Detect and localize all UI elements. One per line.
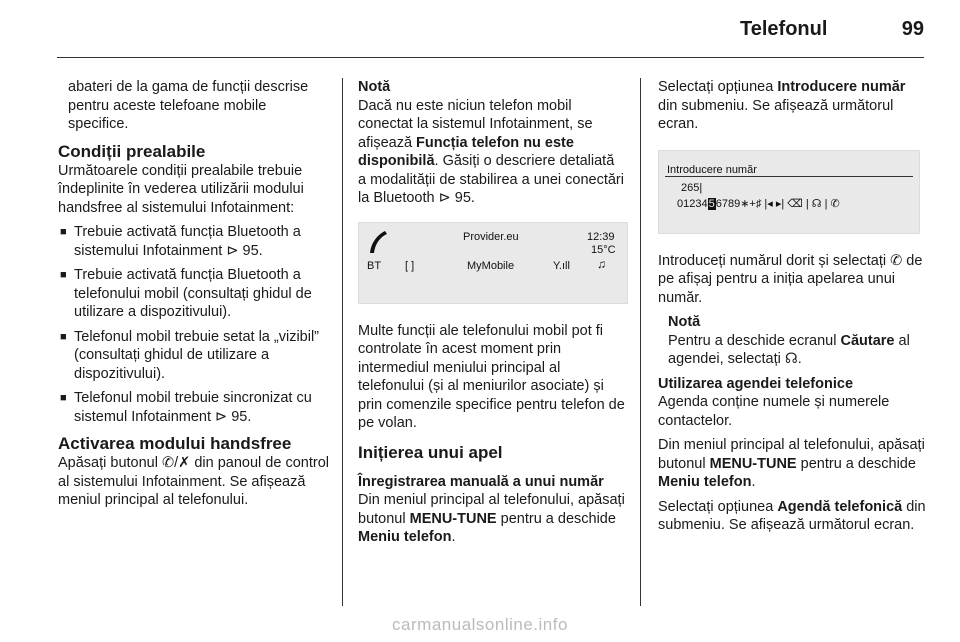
note-paragraph: Pentru a deschide ecranul Căutare al agendei, selectați ☊. [668,332,910,367]
functions-paragraph: Multe funcții ale telefonului mobil pot fi controlate în acest moment prin intermediul meniului principal al telefonului (și al meniurilor asociate) și prin comenzile specifice pentru telefon de pe volan. [358,322,625,431]
menu-paragraph: Din meniul principal al telefonului, apăsați butonul MENU-TUNE pentru a deschide Meniu telefon. [658,437,925,490]
select-agenda-paragraph: Selectați opțiunea Agendă telefonică din submeniu. Se afișează următorul ecran. [658,498,926,533]
select-paragraph: Selectați opțiunea Introducere număr din submeniu. Se afișează următorul ecran. [658,79,906,132]
provider-label: Provider.eu [463,230,519,243]
header-divider [57,57,924,58]
bt-label: BT [367,259,382,272]
selected-key: 5 [708,197,715,210]
list-item: ■ Trebuie activată funcția Bluetooth a telefonului mobil (consultați ghidul de utilizare a dispozitivului). [58,266,330,322]
phone-main-screen-illustration [358,222,628,304]
number-entry-screen-illustration [658,150,920,234]
heading-conditions: Condiții prealabile [58,141,206,161]
music-icon: ♫ [597,256,606,271]
manual-paragraph: Din meniul principal al telefonului, apăsați butonul MENU-TUNE pentru a deschide Meniu telefon. [358,492,625,545]
chapter-title: Telefonul [740,18,828,40]
list-item: ■ Telefonul mobil trebuie sincronizat cu sistemul Infotainment ⊳ 95. [58,389,330,426]
agenda-paragraph: Agenda conține numele și numerele contactelor. [658,394,890,429]
signal-icon: Y.ıll [553,259,570,272]
heading-activate: Activarea modului handsfree [58,434,292,453]
handset-icon [367,229,389,255]
intro-paragraph: abateri de la gama de funcții descrise pentru aceste telefoane mobile specifice. [68,79,309,132]
screen-title: Introducere număr [667,163,757,176]
note-label: Notă [358,79,391,95]
screen-divider [665,176,913,177]
list-item: ■ Trebuie activată funcția Bluetooth a sistemului Infotainment ⊳ 95. [58,223,330,260]
column-divider [640,78,641,606]
list-item: ■ Telefonul mobil trebuie setat la „vizibil” (consultați ghidul de utilizare a dispozitivului). [58,328,330,384]
keypad-row: 0123456789∗+♯ |◂ ▸| ⌫ | ☊ | ✆ [677,197,840,210]
conditions-list [58,223,330,426]
heading-call: Inițierea unui apel [358,442,503,462]
heading-manual-entry: Înregistrarea manuală a unui număr [358,473,604,490]
temperature-label: 15°C [591,243,616,256]
heading-agenda: Utilizarea agendei telefonice [658,375,854,392]
number-entry-field: 265| [681,181,703,194]
activate-paragraph: Apăsați butonul ✆/✗ din panoul de control al sistemului Infotainment. Se afișează meniul principal al telefonului. [58,455,329,508]
note-label: Notă [668,314,701,330]
enter-number-paragraph: Introduceți numărul dorit și selectați ✆ de pe afișaj pentru a iniția apelarea unui număr. [658,252,923,306]
column-2 [358,78,626,553]
page-number: 99 [901,18,924,40]
mymobile-label: MyMobile [467,259,515,272]
brackets-label: [ ] [405,259,415,272]
clock-label: 12:39 [587,230,615,243]
column-1 [58,78,330,516]
note-paragraph: Dacă nu este niciun telefon mobil conectat la sistemul Infotainment, se afișează Funcția telefon nu este disponibilă. Găsiți o descriere detaliată a modalității de stabilirea a unei conectări la Bluetooth ⊳ 95. [358,97,624,206]
watermark: carmanualsonline.info [392,615,568,634]
column-divider [342,78,343,606]
column-3 [658,78,926,541]
conditions-paragraph: Următoarele condiții prealabile trebuie îndeplinite în vederea utilizării modului handsfree al sistemului Infotainment: [58,162,304,216]
note-block [658,313,926,369]
